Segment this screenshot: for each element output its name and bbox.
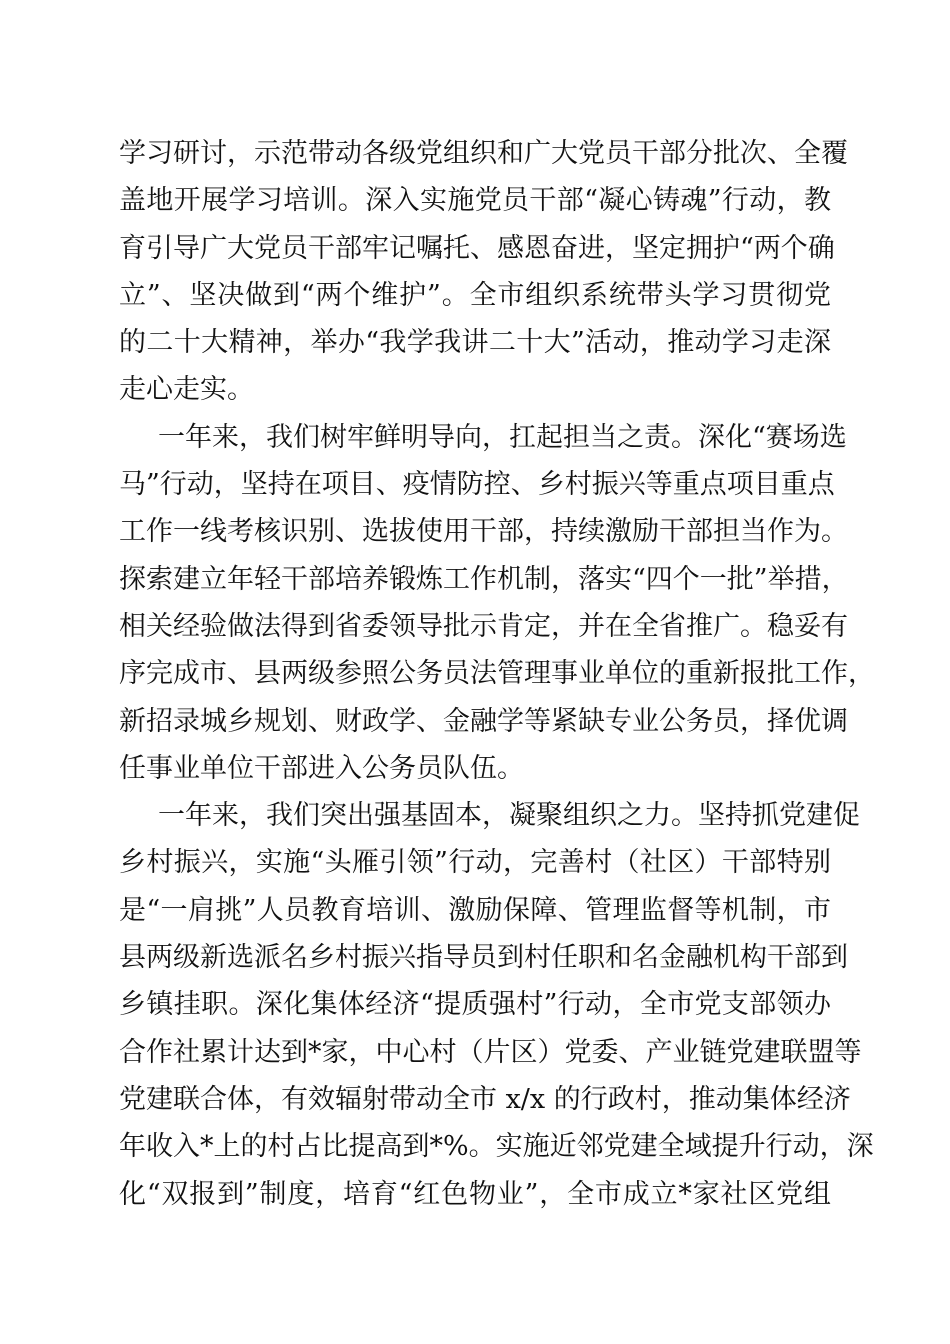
text-line: 是“一肩挑”人员教育培训、激励保障、管理监督等机制，市: [119, 894, 831, 926]
text-line: 学习研讨，示范带动各级党组织和广大党员干部分批次、全覆: [119, 138, 848, 169]
body-text: [119, 130, 875, 1218]
paragraph-first-line: 一年来，我们突出强基固本，凝聚组织之力。坚持抓党建促: [158, 800, 860, 832]
text-line: 乡镇挂职。深化集体经济“提质强村”行动，全市党支部领办: [119, 989, 831, 1021]
text-line: 立”、坚决做到“两个维护”。全市组织系统带头学习贯彻党: [119, 279, 831, 311]
text-line: 年收入*上的村占比提高到*%。实施近邻党建全域提升行动，深: [119, 1131, 874, 1163]
paragraph-first-line: 一年来，我们树牢鲜明导向，扛起担当之责。深化“赛场选: [158, 421, 847, 453]
text-line: 探索建立年轻干部培养锻炼工作机制，落实“四个一批”举措，: [119, 563, 849, 595]
text-line: 化“双报到”制度，培育“红色物业”，全市成立*家社区党组: [119, 1178, 831, 1210]
text-line: 党建联合体，有效辐射带动全市 x/x 的行政村，推动集体经济: [119, 1083, 851, 1115]
text-line: 盖地开展学习培训。深入实施党员干部“凝心铸魂”行动，教: [119, 185, 831, 217]
text-line: 走心走实。: [119, 374, 254, 406]
text-line: 相关经验做法得到省委领导批示肯定，并在全省推广。稳妥有: [119, 610, 848, 642]
text-line: 新招录城乡规划、财政学、金融学等紧缺专业公务员，择优调: [119, 705, 848, 737]
text-line: 县两级新选派名乡村振兴指导员到村任职和名金融机构干部到: [119, 942, 848, 974]
text-line: 乡村振兴，实施“头雁引领”行动，完善村（社区）干部特别: [119, 847, 831, 879]
text-line: 育引导广大党员干部牢记嘱托、感恩奋进，坚定拥护“两个确: [119, 232, 835, 264]
text-line: 马”行动，坚持在项目、疫情防控、乡村振兴等重点项目重点: [119, 469, 835, 501]
text-line: 序完成市、县两级参照公务员法管理事业单位的重新报批工作，: [119, 658, 875, 690]
text-line: 的二十大精神，举办“我学我讲二十大”活动，推动学习走深: [119, 327, 831, 359]
text-line: 合作社累计达到*家，中心村（片区）党委、产业链党建联盟等: [119, 1036, 862, 1068]
text-line: 任事业单位干部进入公务员队伍。: [119, 752, 524, 784]
text-line: 工作一线考核识别、选拔使用干部，持续激励干部担当作为。: [119, 516, 848, 548]
